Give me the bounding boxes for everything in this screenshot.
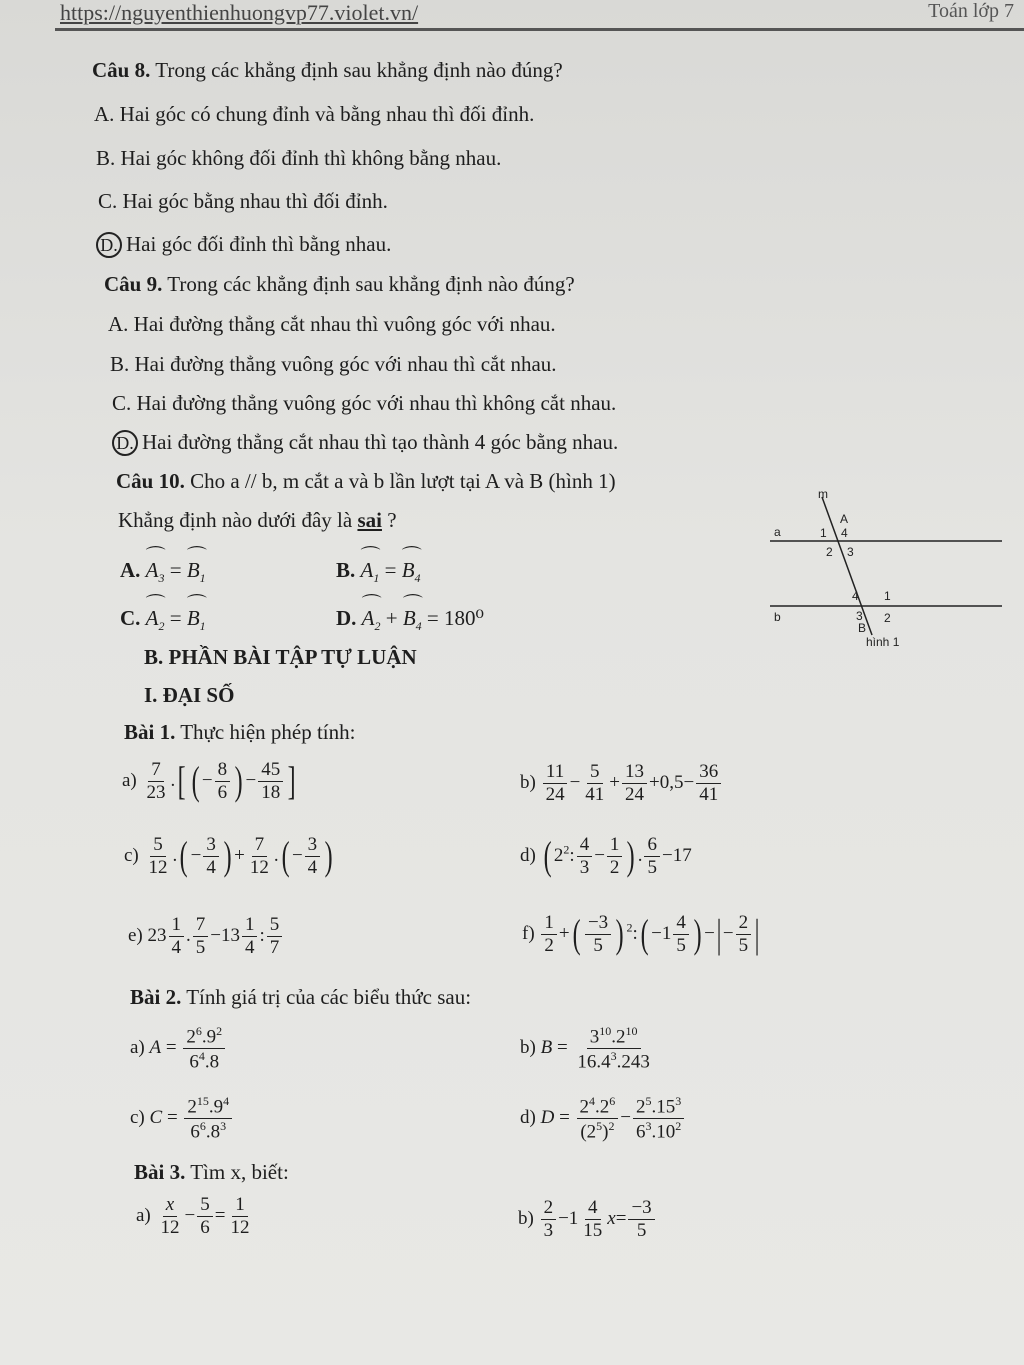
- q8-d-text: Hai góc đối đỉnh thì bằng nhau.: [126, 232, 392, 256]
- header-subject: Toán lớp 7: [928, 0, 1014, 22]
- q10-option-b: B. ⌒ $A_1$ = ⌒ $B_4$: [336, 552, 421, 586]
- bai2-stem: Bài 2. Tính giá trị của các biểu thức sau:: [130, 985, 472, 1009]
- label-a: a: [774, 525, 781, 539]
- q10-stem: [116, 469, 616, 494]
- svg-text:3: 3: [856, 609, 863, 623]
- q10-sai: sai: [357, 508, 382, 532]
- label-B: B: [858, 621, 867, 635]
- q9-option-d: [112, 430, 618, 456]
- svg-text:2: 2: [884, 611, 891, 625]
- section-i-heading: I. ĐẠI SỐ: [144, 683, 235, 707]
- svg-text:1: 1: [820, 526, 827, 540]
- bai3-b: b) $\frac{2}{3}$ −1 $\frac{4}{15}$ x= $\frac{-3}{5}$: [518, 1198, 657, 1241]
- q10-text: Cho a // b, m cắt a và b lần lượt tại A và B (hình 1): [190, 469, 616, 493]
- q8-title: Câu 8.: [92, 58, 151, 82]
- bai1-e: e) 23 $\frac{1}{4}$ . $\frac{7}{5}$ −13 $\frac{1}{4}$ : $\frac{5}{7}$: [128, 915, 284, 958]
- figure-caption: hình 1: [866, 635, 900, 649]
- q8-option-d: [96, 232, 391, 258]
- header-rule: [55, 28, 1024, 31]
- q9-title: Câu 9.: [104, 272, 163, 296]
- bai1-c: c) $\frac{5}{12}$ .( − $\frac{3}{4}$ ) + $\frac{7}{12}$ .( − $\frac{3}{4}$ ): [124, 833, 333, 879]
- q8-stem: [92, 58, 563, 83]
- bai1-b: b) $\frac{11}{24}$ − $\frac{5}{41}$ + $\frac{13}{24}$ +0,5− $\frac{36}{41}$: [520, 762, 723, 805]
- bai2-a: a) A = $\frac{2^6.9^2}{6^4.8}$: [130, 1025, 227, 1073]
- bai2-c: c) C = $\frac{2^{15}.9^4}{6^6.8^3}$: [130, 1095, 234, 1143]
- parallel-lines-figure: [760, 485, 1010, 655]
- q8-d-circled-mark: D.: [96, 232, 122, 258]
- q8-option-b: B. Hai góc không đối đỉnh thì không bằng nhau.: [96, 146, 502, 170]
- bai1-stem: Bài 1. Thực hiện phép tính:: [124, 720, 356, 744]
- header-url[interactable]: https://nguyenthienhuongvp77.violet.vn/: [60, 0, 419, 25]
- q10-option-d: D. ⌒ $A_2$ + ⌒ $B_4 = 180^0$: [336, 600, 484, 634]
- svg-text:1: 1: [884, 589, 891, 603]
- q10-stem-2: Khẳng định nào dưới đây là sai ?: [118, 508, 397, 532]
- section-b-heading: B. PHẦN BÀI TẬP TỰ LUẬN: [144, 645, 417, 669]
- q10-title: Câu 10.: [116, 469, 185, 493]
- bai1-d: d) ( $2^2$: $\frac{4}{3}$ − $\frac{1}{2}$ ) . $\frac{6}{5}$ −17: [520, 833, 692, 879]
- q9-d-circled-mark: D.: [112, 430, 138, 456]
- bai2-b: b) B = $\frac{3^{10}.2^{10}}{16.4^3.243}$: [520, 1024, 650, 1073]
- q10-option-a: A. ⌒ $A_3$ = ⌒ $B_1$: [120, 552, 206, 586]
- bai1-f: f) $\frac{1}{2}$ +( $\frac{-3}{5}$ ) $^2$:( −1 $\frac{4}{5}$ ) −|− $\frac{2}{5}$ |: [522, 911, 760, 957]
- label-A: A: [840, 512, 849, 526]
- svg-text:3: 3: [847, 545, 854, 559]
- bai3-a: a) $\frac{x}{12}$ − $\frac{5}{6}$ = $\frac{1}{12}$: [136, 1194, 250, 1238]
- q9-option-b: B. Hai đường thẳng vuông góc với nhau thì cắt nhau.: [110, 352, 557, 376]
- q8-option-a: A. Hai góc có chung đỉnh và bằng nhau thì đối đỉnh.: [94, 102, 535, 126]
- q8-text: Trong các khẳng định sau khẳng định nào đúng?: [155, 58, 563, 82]
- q9-stem: [104, 272, 575, 297]
- q9-text: Trong các khẳng định sau khẳng định nào đúng?: [167, 272, 575, 296]
- svg-text:2: 2: [826, 545, 833, 559]
- q8-option-c: C. Hai góc bằng nhau thì đối đỉnh.: [98, 189, 388, 213]
- q9-d-text: Hai đường thẳng cắt nhau thì tạo thành 4 góc bằng nhau.: [142, 430, 619, 454]
- q9-option-c: C. Hai đường thẳng vuông góc với nhau thì không cắt nhau.: [112, 391, 617, 415]
- label-b: b: [774, 610, 781, 624]
- q10-option-c: C. ⌒ $A_2$ = ⌒ $B_1$: [120, 600, 206, 634]
- q9-option-a: A. Hai đường thẳng cắt nhau thì vuông góc với nhau.: [108, 312, 556, 336]
- label-m: m: [818, 487, 828, 501]
- svg-text:4: 4: [852, 589, 859, 603]
- bai2-d: d) D = $\frac{2^4.2^6}{(2^5)^2}$ − $\frac{2^5.15^3}{6^3.10^2}$: [520, 1095, 686, 1143]
- bai1-a: a) $\frac{7}{23}$ .[ ( − $\frac{8}{6}$ ) − $\frac{45}{18}$ ]: [122, 758, 296, 804]
- svg-text:4: 4: [841, 526, 848, 540]
- bai3-stem: Bài 3. Tìm x, biết:: [134, 1160, 289, 1184]
